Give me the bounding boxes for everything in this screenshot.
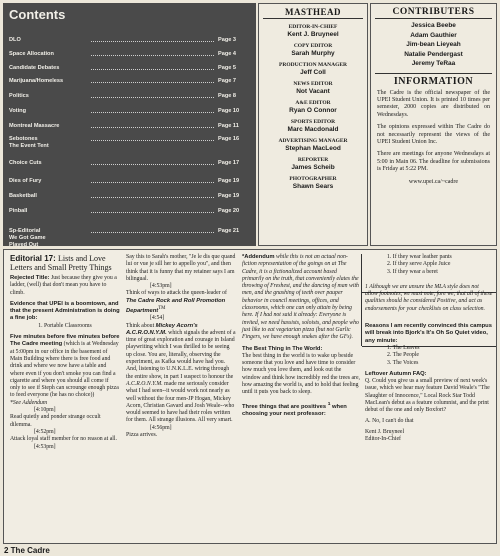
toc-item-title: Sp-Editorial We Got Game Played Out: [9, 228, 46, 248]
timestamp-1: [4:10pm]: [34, 407, 56, 414]
toc-item-title: Dies of Fury: [9, 178, 42, 184]
professor-list: [365, 254, 493, 276]
masthead-role-entry: [259, 62, 367, 76]
contributer-name: Adam Gauthier: [410, 31, 457, 39]
toc-item-page: Page 3: [218, 37, 237, 43]
faq-question: Q. Could you give us a small preview of next week's issue, which we hear may feature David Weale's "The Slaughter of Innocence," Local Rock Star Todd MacLean's debut as a feature columnist, and the print debut of the one and only Boxfort?: [365, 378, 490, 414]
toc-leader-dots: [91, 108, 214, 113]
page-footer: 2 The Cadre: [4, 546, 50, 555]
toc-item-title: Basketball: [9, 193, 37, 199]
rejected-title-paragraph: Rejected Title: Just because they give you a ladder, (well) that don't mean you have to climb.: [10, 275, 117, 296]
masthead-role: EDITOR-IN-CHIEF: [288, 24, 338, 30]
masthead-roles: [259, 24, 367, 190]
contents-title: Contents: [9, 7, 66, 22]
toc-item[interactable]: [9, 108, 252, 115]
toc-item-page: Page 4: [218, 51, 237, 57]
toc-item-title: Marijuana/Homeless: [9, 78, 64, 84]
toc-leader-dots: [91, 193, 214, 198]
contributer-name: Jessica Beebe: [411, 22, 456, 29]
toc-item-page: Page 17: [218, 160, 240, 166]
editorial-column-4: [365, 254, 493, 444]
toc-item[interactable]: [9, 208, 252, 215]
editorial-title: Editorial 17: Lists and Love Letters and Small Pretty Things: [10, 254, 112, 272]
masthead-title: MASTHEAD: [263, 7, 363, 19]
toc-leader-dots: [91, 37, 214, 42]
masthead-role-entry: [259, 119, 367, 133]
editorial-column-3: [242, 254, 360, 418]
masthead-role-entry: [259, 43, 367, 57]
masthead-name: Jeff Coll: [300, 69, 326, 76]
masthead-role: COPY EDITOR: [293, 43, 333, 49]
timestamp-6: [4:56pm]: [150, 424, 172, 431]
toc-leader-dots: [91, 78, 214, 83]
toc-leader-dots: [91, 136, 214, 141]
toc-leader-dots: [91, 228, 214, 233]
reasons-list-item: 2. The People: [387, 352, 419, 359]
timestamp-5: [4:54]: [150, 315, 165, 322]
website-url[interactable]: www.upei.ca/~cadre: [408, 178, 459, 185]
contents-box: [3, 3, 256, 246]
toc-item[interactable]: [9, 228, 252, 249]
footnote: 1 Although we are unsure the MLA style does not allow footnotes, we must note, fore we, that all of these qualities should be considered Positive, and act as endorsements for your checklists on class selection.: [365, 283, 493, 312]
toc-item-title: DLO: [9, 37, 21, 43]
evidence-item: 1. Portable Classrooms: [38, 322, 92, 329]
best-thing-text: The best thing in the world is to wake up beside someone that you love and have time to consider how much you love them, and look out the window and think how incredibly red the trees are, how amazing the world is, and to hold that feeling until it puts you back to sleep.: [242, 352, 360, 396]
see-addendum: *See Addendum: [10, 399, 48, 406]
toc-item-title: Space Allocation: [9, 51, 54, 57]
reasons-list-item: 1. The Leaves: [387, 344, 420, 351]
masthead-role: ADVERTISING MANAGER: [278, 138, 348, 144]
toc-item-title: Voting: [9, 108, 26, 114]
toc-item[interactable]: [9, 160, 252, 167]
toc-item-title: Sebotones The Event Tent: [9, 136, 49, 149]
masthead-role: PHOTOGRAPHER: [289, 176, 337, 182]
toc-item-title: Candidate Debates: [9, 65, 60, 71]
masthead-name: Stephan MacLeod: [285, 145, 341, 152]
faq-title: Leftover Autumn FAQ:: [365, 370, 427, 377]
professor-list-item: 1. If they wear leather pants: [387, 254, 452, 260]
toc-item-page: Page 16: [218, 136, 240, 142]
toc-item[interactable]: [9, 51, 252, 58]
editorial-section: [3, 249, 497, 544]
toc-item-title: Choice Cuts: [9, 160, 42, 166]
toc-item-page: Page 7: [218, 78, 237, 84]
masthead-role: REPORTER: [297, 157, 329, 163]
signature-role: Editor-In-Chief: [365, 436, 401, 443]
editorial-column-2: [126, 254, 236, 439]
toc-item[interactable]: [9, 65, 252, 72]
toc-item-title: Pinball: [9, 208, 28, 214]
toc-item-page: Page 20: [218, 208, 240, 214]
masthead-name: Marc Macdonald: [287, 126, 339, 133]
toc-item[interactable]: [9, 37, 252, 44]
toc-leader-dots: [91, 51, 214, 56]
professor-list-item: 3. If they wear a beret: [387, 268, 438, 275]
masthead-box: [258, 3, 368, 246]
information-text-1: The Cadre is the official newspaper of the UPEI Student Union. It is printed 10 times per semester, 2000 copies are distributed on Wednesdays.: [377, 89, 490, 118]
addendum-paragraph: *Addendum while this is not an actual non-fiction representation of the goings on at The Cadre, it is a fictionalized account based primarily on the truth, that conveniently elates the throwing of Freshest, and the dancing of man with men, and the gnashing of teeth over pauper behavior in council meetings, offices, and classrooms, which one can only attain by being here. If I had not said it already: Everyone is invited, we need hassists, soloists, and people who just like to eat vegetarian pizza (but not Garlic Fingers, we have enough snakes after the GFs).: [242, 254, 359, 341]
masthead-name: Shawn Sears: [292, 183, 334, 190]
acronym-paragraph: Think about Mickey Acorn's A.C.R.O.N.Y.M. which signals the advent of a time of great exploration and courage in Island playwriting which I was thrilled to be seeing up close. You are, literally, observing the experiment, as Kafka would have had you. And, listening to U.N.K.L.E. wiring through the entire show, in part I suspect to honour the A.C.R.O.N.Y.M. made me seriously consider what I had seen--it would work not nearly as well without the four men-JP Hogan, Mickey Acorn, Christian Gavard and Josh Weale--who would seemed to have had their roles written for them. All strange illusions. All very smart.: [126, 322, 236, 424]
sarah-mother-paragraph: Say this to Sarah's mother, "Je le dis que quand lui or vue je sill her to appello you", and then think that it is funny that my retainer says I am bilingual.: [126, 254, 236, 282]
information-title: INFORMATION: [375, 73, 492, 88]
editorial-column-1: [10, 254, 120, 451]
reasons-heading: Reasons I am recently convinced this campus will break into Bjork's It's Oh So Quiet video, any minute:: [365, 323, 492, 344]
masthead-name: Kent J. Bruyneel: [287, 31, 339, 38]
contributer-name: Natalie Pendergast: [404, 50, 463, 58]
contributer-name: Jeremy TeRaa: [411, 60, 456, 67]
masthead-name: Ryan O Connor: [289, 107, 337, 114]
toc-item[interactable]: [9, 193, 252, 200]
toc-leader-dots: [91, 160, 214, 165]
toc-item-title: Politics: [9, 93, 29, 99]
reasons-list: [365, 345, 493, 367]
toc-item[interactable]: [9, 78, 252, 85]
masthead-name: James Scheib: [291, 164, 335, 171]
toc-item-page: Page 5: [218, 65, 237, 71]
information-text-3: There are meetings for anyone Wednesdays at 5:00 in Main 06. The deadline for submissions is Friday at 5:22 PM.: [377, 151, 490, 173]
toc-item-page: Page 21: [218, 228, 240, 234]
masthead-role-entry: [259, 24, 367, 38]
three-things-heading: Three things that are positives $^1$ when choosing your next professor:: [242, 401, 347, 417]
toc-leader-dots: [91, 93, 214, 98]
toc-item-page: Page 11: [218, 123, 239, 129]
masthead-role: NEWS EDITOR: [293, 81, 333, 87]
masthead-role: PRODUCTION MANAGER: [279, 62, 347, 68]
signature-name: Kent J. Bruyneel: [365, 428, 405, 435]
toc-item-title: Montreal Massacre: [9, 123, 60, 129]
reasons-list-item: 3. The Voices: [387, 359, 419, 366]
toc-leader-dots: [91, 178, 214, 183]
masthead-role: SPORTS EDITOR: [290, 119, 336, 125]
information-text-2: The opinions expressed within The Cadre do not necessarily represent the views of the UPEI Student Union Inc.: [377, 124, 490, 145]
pizza-arrives: Pizza arrives.: [126, 432, 158, 439]
toc-leader-dots: [91, 208, 214, 213]
masthead-role-entry: [259, 81, 367, 95]
masthead-role-entry: [259, 138, 367, 152]
masthead-role-entry: [259, 100, 367, 114]
toc-leader-dots: [91, 123, 214, 128]
toc-item-page: Page 19: [218, 193, 240, 199]
five-minutes-paragraph: Five minutes before five minutes before The Cadre meeting (which is at Wednesday at 5:00pm in our office in the basement of Main Building where there is free food and drink and where we now have a table and where even if you don't smoke you can find a cigarette and where you should all come if only to see if Steph can scrounge enough pizza to feed everyone (he has no choice)): [10, 334, 120, 399]
contributers-title: CONTRIBUTERS: [375, 7, 492, 19]
column-divider: [361, 254, 362, 346]
toc-item[interactable]: [9, 136, 252, 150]
timestamp-3: [4:53pm]: [34, 443, 56, 450]
toc-leader-dots: [91, 65, 214, 70]
contributers-list: [371, 21, 496, 69]
queen-leader-paragraph: Think of ways to attack the queen-leader of The Cadre Rock and Roll Promotion Department™: [126, 290, 227, 314]
contributers-box: [370, 3, 497, 246]
timestamp-4: [4:53pm]: [150, 283, 172, 290]
timestamp-1-text: Read quietly and ponder strange occult dilemma.: [10, 414, 101, 428]
best-thing-heading: The Best Thing in The World:: [242, 345, 323, 352]
toc-item[interactable]: [9, 123, 252, 130]
contributer-name: Jim-bean Lieyeah: [406, 41, 461, 48]
toc-item[interactable]: [9, 93, 252, 100]
timestamp-2: [4:52pm]: [34, 428, 56, 435]
masthead-name: Not Vacant: [296, 88, 330, 95]
professor-list-item: 2. If they serve Apple Juice: [387, 261, 451, 268]
toc-item-page: Page 19: [218, 178, 240, 184]
timestamp-2-text: Attack loyal staff member for no reason at all.: [10, 436, 117, 443]
masthead-name: Sarah Murphy: [291, 50, 335, 57]
toc-item-page: Page 8: [218, 93, 237, 99]
masthead-role-entry: [259, 157, 367, 171]
toc-item-page: Page 10: [218, 108, 240, 114]
information-section: [371, 73, 496, 186]
masthead-role-entry: [259, 176, 367, 190]
faq-answer: A. No, I can't do that: [365, 417, 414, 424]
evidence-heading: Evidence that UPEI is a boomtown, and that the present Administration is doing a fine job:: [10, 300, 120, 322]
toc-item[interactable]: [9, 178, 252, 185]
masthead-role: A&E EDITOR: [295, 100, 331, 106]
